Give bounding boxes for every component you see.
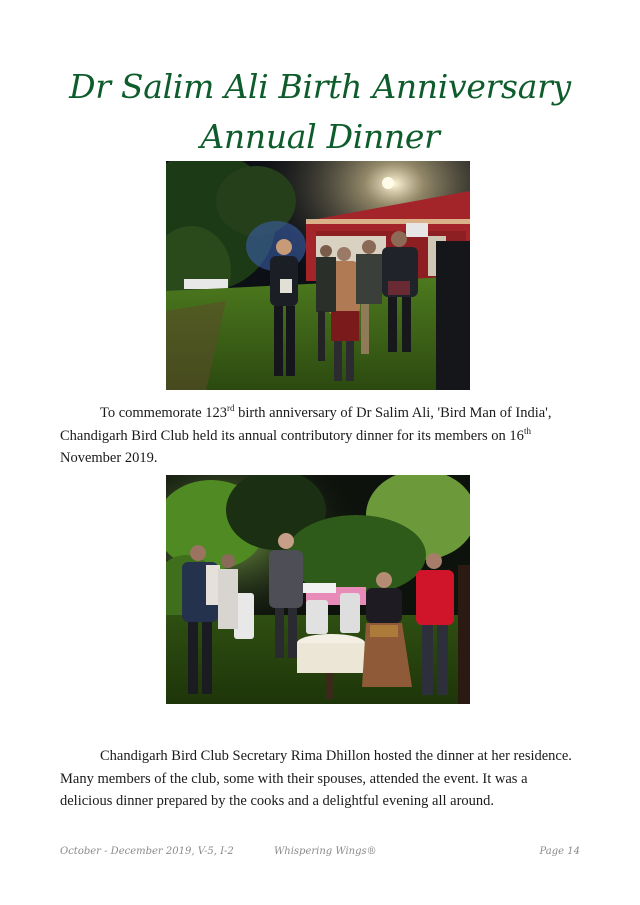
intro-paragraph [60, 402, 582, 470]
para2-text: Chandigarh Bird Club Secretary Rima Dhillon hosted the dinner at her residence. Many members of the club, some with their spouses, attended the event. It was a delicious dinner prepared by the cooks and a delightful evening all around. [60, 748, 572, 809]
footer-issue: October - December 2019, V-5, I-2 [60, 846, 234, 857]
title-line-2: Annual Dinner [200, 117, 440, 156]
para1-sup-rd: rd [227, 403, 235, 413]
page-title [0, 62, 640, 162]
title-line-1: Dr Salim Ali Birth Anniversary [69, 67, 571, 106]
dinner-photo-1 [166, 161, 470, 390]
closing-paragraph [60, 745, 582, 813]
footer-publication: Whispering Wings® [274, 846, 377, 857]
dinner-photo-2 [166, 475, 470, 704]
para1-text-a: To commemorate 123 [100, 405, 228, 421]
para1-text-b: birth anniversary of Dr Salim Ali, 'Bird Man of India', Chandigarh Bird Club held its annual contributory dinner for its members on 16 [60, 405, 552, 444]
para1-text-c: November 2019. [60, 450, 158, 466]
footer-page-number: Page 14 [539, 846, 580, 857]
para1-sup-th: th [523, 425, 531, 436]
page-footer [60, 846, 580, 862]
